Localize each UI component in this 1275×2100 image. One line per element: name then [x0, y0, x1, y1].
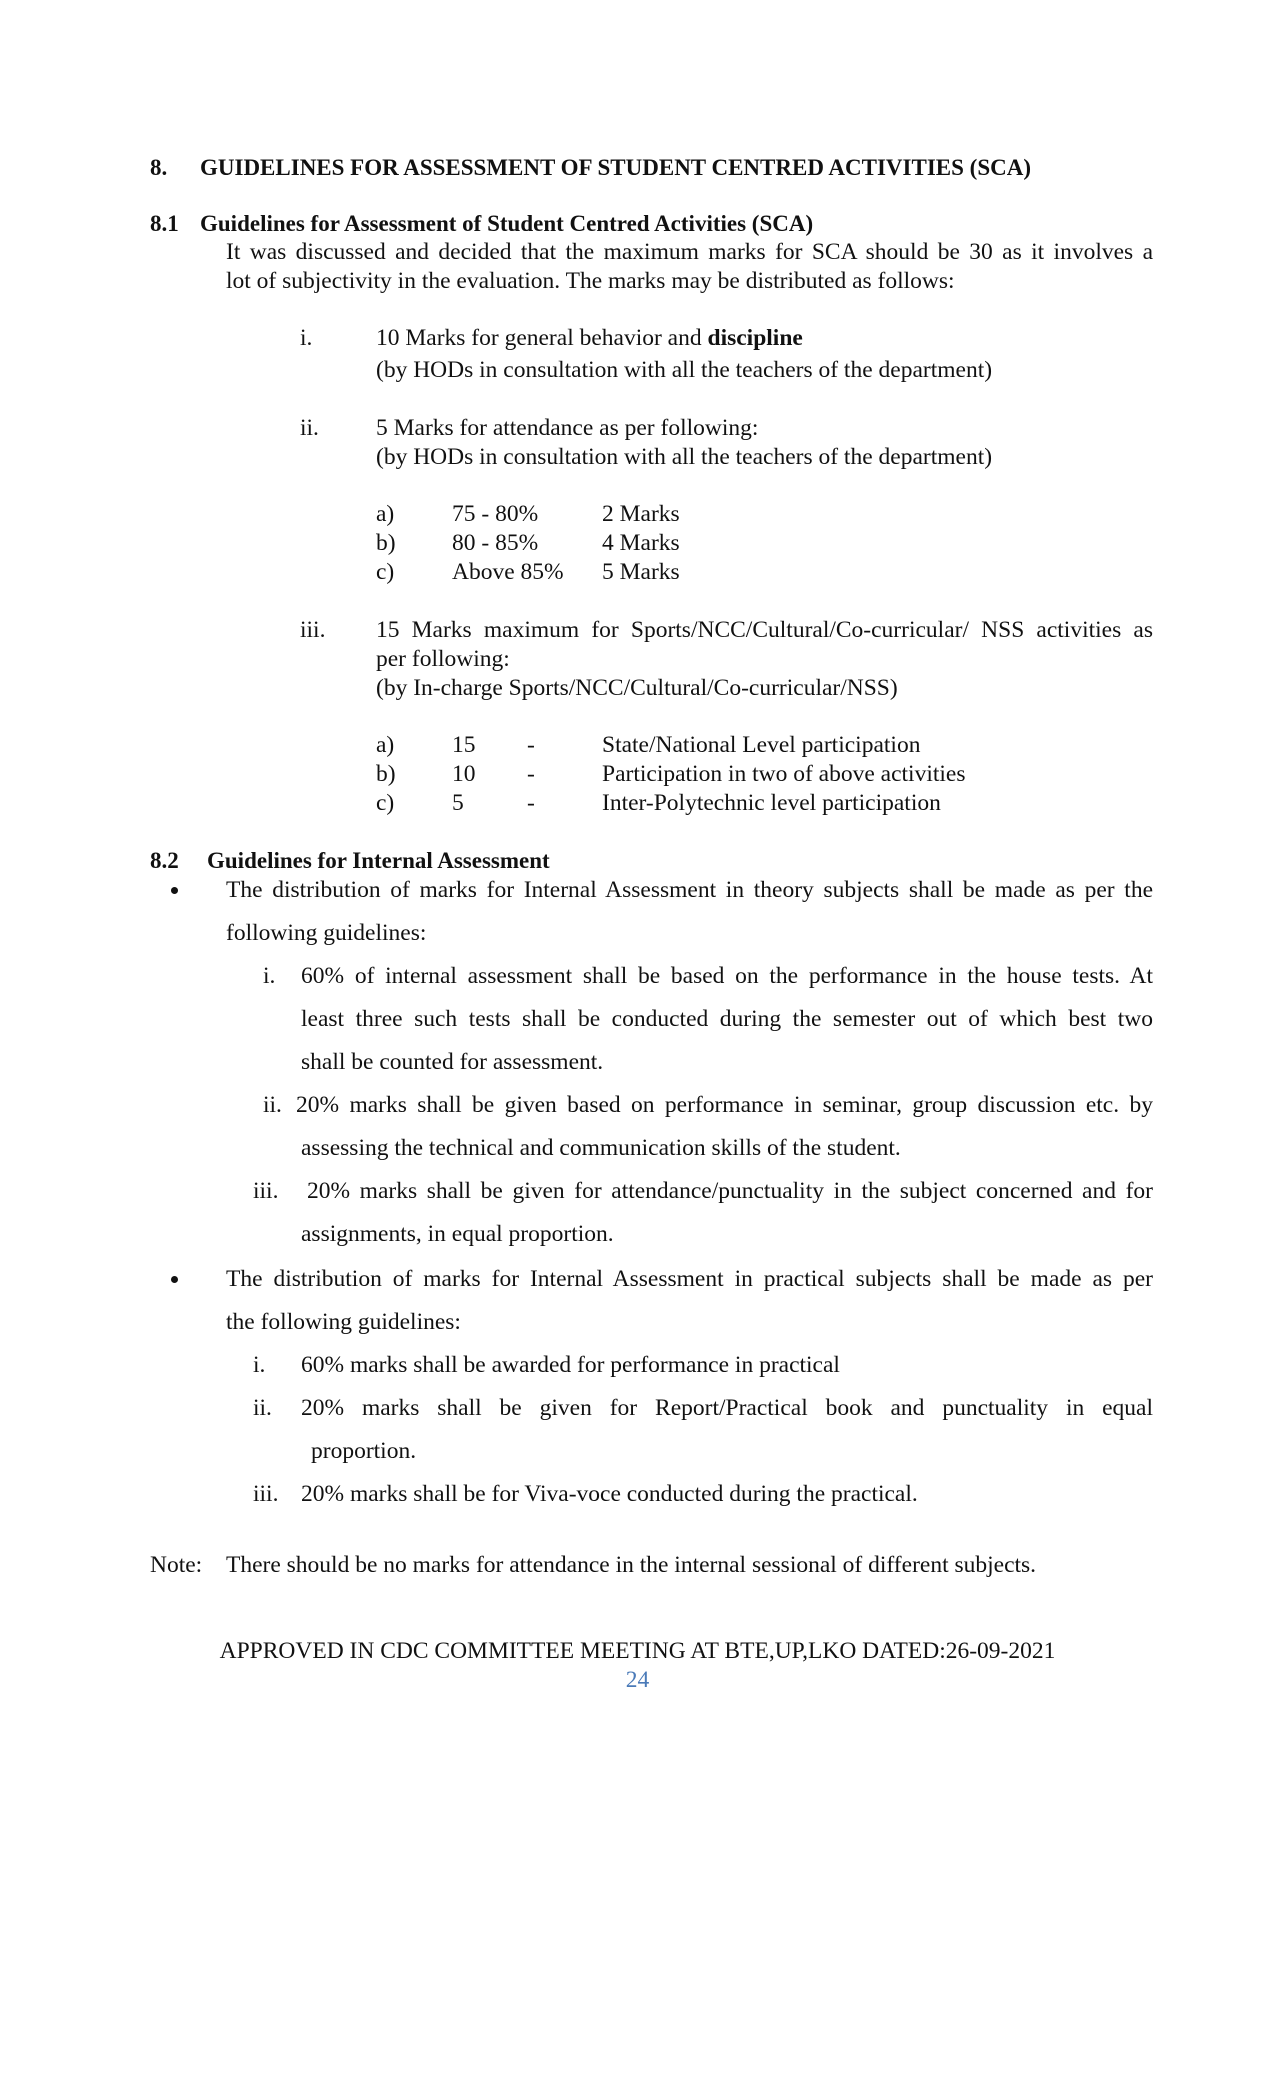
- list-item-text: 20% marks shall be given for attendance/punctuality in the subject concerned and for: [307, 1178, 1153, 1204]
- table-row-range: Above 85%: [452, 559, 564, 585]
- table-row-letter: a): [376, 501, 395, 527]
- list-item-text: least three such tests shall be conducted during the semester out of which best two: [301, 1006, 1153, 1032]
- table-row-dash: -: [527, 732, 535, 758]
- list-item-number: ii.: [300, 415, 319, 441]
- list-item-number: ii.: [263, 1092, 282, 1118]
- list-item-number: i.: [253, 1352, 266, 1378]
- list-item-number: i.: [300, 325, 313, 351]
- table-row-range: 80 - 85%: [452, 530, 539, 556]
- table-row-dash: -: [527, 790, 535, 816]
- list-item-subtext: (by HODs in consultation with all the teachers of the department): [376, 444, 993, 470]
- list-item-text: assessing the technical and communication skills of the student.: [301, 1135, 901, 1161]
- paragraph-line: following guidelines:: [226, 920, 427, 946]
- list-item-number: iii.: [300, 617, 326, 643]
- paragraph-line: The distribution of marks for Internal Assessment in practical subjects shall be made as per: [226, 1266, 1153, 1292]
- list-item-text: assignments, in equal proportion.: [301, 1221, 614, 1247]
- list-item-text: 10 Marks for general behavior and discipline: [376, 325, 803, 351]
- table-row-dash: -: [527, 761, 535, 787]
- list-item-subtext: (by HODs in consultation with all the teachers of the department): [376, 357, 993, 383]
- section-title: GUIDELINES FOR ASSESSMENT OF STUDENT CENTRED ACTIVITIES (SCA): [200, 155, 1031, 180]
- subsection-title: Guidelines for Internal Assessment: [207, 848, 550, 873]
- bullet-icon: [171, 1276, 178, 1283]
- table-row-range: 75 - 80%: [452, 501, 539, 527]
- list-item-text: 20% marks shall be given for Report/Practical book and punctuality in equal: [301, 1395, 1153, 1421]
- list-item-text: shall be counted for assessment.: [301, 1049, 604, 1075]
- paragraph-line: The distribution of marks for Internal Assessment in theory subjects shall be made as per the: [226, 877, 1153, 903]
- list-item-text: 20% marks shall be given based on performance in seminar, group discussion etc. by: [296, 1092, 1153, 1118]
- table-row-marks: 15: [452, 732, 476, 758]
- list-item-text: proportion.: [311, 1438, 417, 1464]
- list-item-number: iii.: [253, 1481, 279, 1507]
- list-item-text: 60% marks shall be awarded for performance in practical: [301, 1352, 840, 1378]
- list-item-number: iii.: [253, 1178, 279, 1204]
- list-item-text: 60% of internal assessment shall be based on the performance in the house tests. At: [301, 963, 1153, 989]
- list-item-subtext: (by In-charge Sports/NCC/Cultural/Co-curricular/NSS): [376, 675, 898, 701]
- table-row-marks: 10: [452, 761, 476, 787]
- approval-footer: APPROVED IN CDC COMMITTEE MEETING AT BTE,UP,LKO DATED:26-09-2021: [219, 1638, 1056, 1664]
- subsection-number: 8.1: [150, 211, 179, 236]
- paragraph-line: lot of subjectivity in the evaluation. The marks may be distributed as follows:: [226, 268, 955, 294]
- note-text: There should be no marks for attendance in the internal sessional of different subjects.: [226, 1552, 1037, 1578]
- table-row-letter: b): [376, 761, 396, 787]
- page-number: 24: [625, 1667, 650, 1693]
- paragraph-line: the following guidelines:: [226, 1309, 461, 1335]
- table-row-letter: c): [376, 559, 395, 585]
- list-item-text: 20% marks shall be for Viva-voce conducted during the practical.: [301, 1481, 918, 1507]
- table-row-desc: Participation in two of above activities: [602, 761, 966, 787]
- subsection-title: Guidelines for Assessment of Student Centred Activities (SCA): [200, 211, 814, 236]
- emphasis-text: discipline: [707, 325, 803, 351]
- table-row-marks: 5 Marks: [602, 559, 680, 585]
- table-row-desc: State/National Level participation: [602, 732, 921, 758]
- table-row-letter: a): [376, 732, 395, 758]
- subsection-number: 8.2: [150, 848, 179, 873]
- table-row-marks: 4 Marks: [602, 530, 680, 556]
- table-row-letter: c): [376, 790, 395, 816]
- paragraph-line: It was discussed and decided that the maximum marks for SCA should be 30 as it involves a: [226, 239, 1153, 265]
- table-row-marks: 2 Marks: [602, 501, 680, 527]
- list-item-text: 5 Marks for attendance as per following:: [376, 415, 759, 441]
- section-number: 8.: [150, 155, 168, 180]
- table-row-marks: 5: [452, 790, 464, 816]
- list-item-number: i.: [263, 963, 276, 989]
- bullet-icon: [171, 887, 178, 894]
- list-item-text: per following:: [376, 646, 510, 672]
- list-item-text: 15 Marks maximum for Sports/NCC/Cultural/Co-curricular/ NSS activities as: [376, 617, 1153, 643]
- note-label: Note:: [150, 1552, 203, 1578]
- table-row-desc: Inter-Polytechnic level participation: [602, 790, 941, 816]
- list-item-number: ii.: [253, 1395, 272, 1421]
- table-row-letter: b): [376, 530, 396, 556]
